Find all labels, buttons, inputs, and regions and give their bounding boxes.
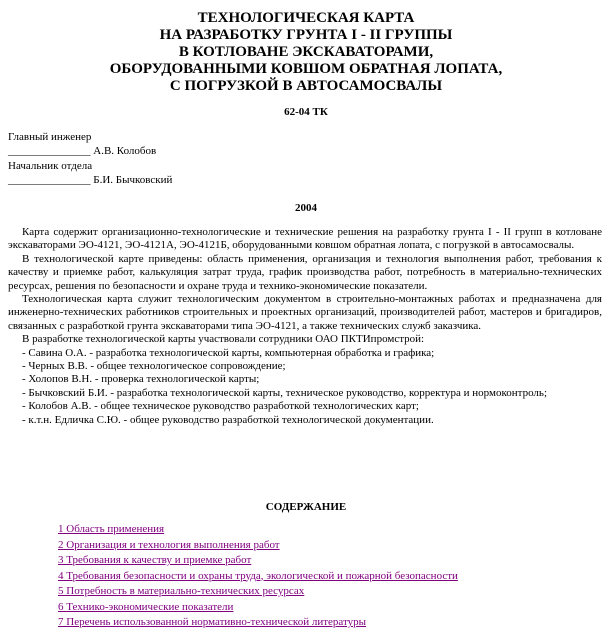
- author-item: - Бычковский Б.И. - разработка технологической карты, техническое руководство, корректура и нормоконтроль;: [22, 386, 547, 399]
- toc-link-scope[interactable]: 1 Область применения: [58, 523, 165, 535]
- document-year: 2004: [295, 202, 317, 214]
- paragraph-contents: В технологической карте приведены: область применения, организация и технология выполнения работ, требования к качеству и приемке работ, калькуляция затрат труда, график производства работ, потребность в материально-технических ресурсах, решения по безопасности и охране труда и технико-экономические показатели.: [8, 252, 602, 292]
- author-item: - Колобов А.В. - общее техническое руководство разработкой технологических карт;: [22, 400, 419, 413]
- document-number: 62-04 ТК: [284, 106, 328, 118]
- toc-item: [58, 553, 458, 569]
- signature-line-chief-engineer: _______________ А.В. Колобов: [8, 145, 157, 157]
- toc-link-quality[interactable]: 3 Требования к качеству и приемке работ: [58, 554, 252, 566]
- toc-item: [58, 538, 458, 554]
- document-title: [0, 10, 612, 95]
- title-line: С ПОГРУЗКОЙ В АВТОСАМОСВАЛЫ: [169, 78, 443, 94]
- toc-link-safety[interactable]: 4 Требования безопасности и охраны труда, экологической и пожарной безопасности: [58, 569, 458, 582]
- toc-item: [58, 569, 458, 585]
- table-of-contents: [58, 522, 458, 631]
- toc-item: [58, 615, 458, 631]
- toc-item: [58, 600, 458, 616]
- toc-item: [58, 522, 458, 538]
- toc-link-literature[interactable]: 7 Перечень использованной нормативно-технической литературы: [58, 616, 367, 628]
- toc-link-indicators[interactable]: 6 Технико-экономические показатели: [58, 600, 234, 613]
- paragraph-purpose: Технологическая карта служит технологическим документом в строительно-монтажных работах и предназначена для инженерно-технических работников строительных и проектных организаций, производителей работ, мастеров и бригадиров, связанных с разработкой грунта экскаваторами типа ЭО-4121, а также технических служб заказчика.: [8, 293, 602, 332]
- paragraph-summary: Карта содержит организационно-технологические и технические решения на разработку грунта I - II групп в котловане экскаваторами ЭО-4121, ЭО-4121А, ЭО-4121Б, оборудованными ковшом обратная лопата, с погрузкой в автосамосвалы.: [8, 226, 602, 252]
- author-item: - Холопов В.Н. - проверка технологической карты;: [22, 373, 260, 386]
- signature-role-department-head: Начальник отдела: [8, 160, 93, 172]
- toc-heading: СОДЕРЖАНИЕ: [265, 501, 347, 513]
- paragraph-authors-intro: В разработке технологической карты участвовали сотрудники ОАО ПКТИпромстрой:: [22, 333, 425, 346]
- toc-link-organization[interactable]: 2 Организация и технология выполнения работ: [58, 538, 280, 551]
- document-body: [8, 226, 602, 427]
- author-item: - Савина О.А. - разработка технологической карты, компьютерная обработка и графика;: [22, 346, 435, 359]
- title-line: В КОТЛОВАНЕ ЭКСКАВАТОРАМИ,: [178, 44, 434, 60]
- toc-item: [58, 584, 458, 600]
- signature-role-chief-engineer: Главный инженер: [8, 131, 92, 143]
- signature-line-department-head: _______________ Б.И. Бычковский: [8, 174, 173, 186]
- title-line: ОБОРУДОВАННЫМИ КОВШОМ ОБРАТНАЯ ЛОПАТА,: [109, 61, 503, 77]
- author-item: - к.т.н. Едличка С.Ю. - общее руководство разработкой технологической документации.: [22, 413, 434, 426]
- author-item: - Черных В.В. - общее технологическое сопровождение;: [22, 360, 286, 373]
- title-line: НА РАЗРАБОТКУ ГРУНТА I - II ГРУППЫ: [159, 27, 453, 43]
- title-line: ТЕХНОЛОГИЧЕСКАЯ КАРТА: [197, 10, 415, 26]
- toc-link-resources[interactable]: 5 Потребность в материально-технических ресурсах: [58, 585, 305, 597]
